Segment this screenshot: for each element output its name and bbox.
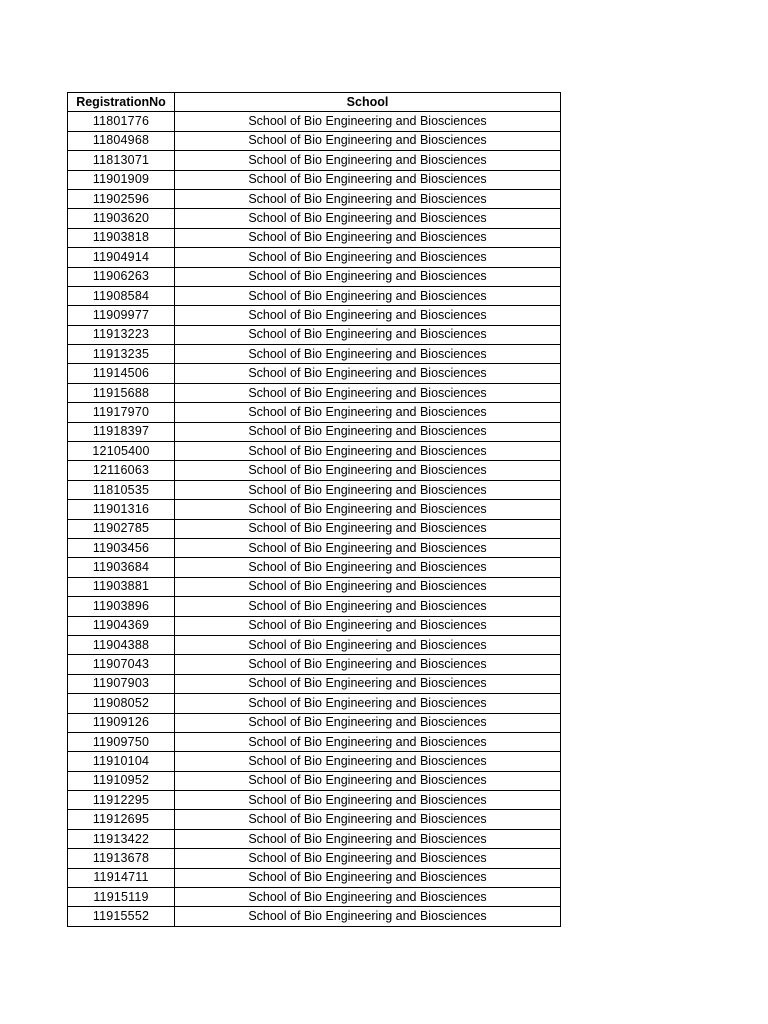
table-row: [68, 752, 561, 771]
school-cell: School of Bio Engineering and Biosciences: [175, 907, 561, 926]
registration-no-cell: 11909750: [68, 732, 175, 751]
table-row: [68, 345, 561, 364]
registration-no-cell: 11902785: [68, 519, 175, 538]
table-body: [68, 112, 561, 926]
table-row: [68, 189, 561, 208]
school-cell: School of Bio Engineering and Biosciences: [175, 810, 561, 829]
school-cell: School of Bio Engineering and Biosciences: [175, 442, 561, 461]
school-cell: School of Bio Engineering and Biosciences: [175, 771, 561, 790]
table-row: [68, 674, 561, 693]
registration-no-cell: 11913223: [68, 325, 175, 344]
registration-no-cell: 11913235: [68, 345, 175, 364]
registration-no-cell: 11901909: [68, 170, 175, 189]
registration-no-cell: 11915552: [68, 907, 175, 926]
table-row: [68, 112, 561, 131]
registration-no-cell: 11903881: [68, 577, 175, 596]
table-row: [68, 577, 561, 596]
school-cell: School of Bio Engineering and Biosciences: [175, 345, 561, 364]
school-cell: School of Bio Engineering and Biosciences: [175, 791, 561, 810]
registration-no-cell: 11912695: [68, 810, 175, 829]
school-cell: School of Bio Engineering and Biosciences: [175, 868, 561, 887]
registration-no-cell: 11901316: [68, 500, 175, 519]
table-row: [68, 771, 561, 790]
table-row: [68, 286, 561, 305]
table-row: [68, 655, 561, 674]
school-cell: School of Bio Engineering and Biosciences: [175, 112, 561, 131]
school-cell: School of Bio Engineering and Biosciences: [175, 597, 561, 616]
registration-no-cell: 11908584: [68, 286, 175, 305]
school-cell: School of Bio Engineering and Biosciences: [175, 888, 561, 907]
registration-no-cell: 11804968: [68, 131, 175, 150]
table-row: [68, 849, 561, 868]
school-cell: School of Bio Engineering and Biosciences: [175, 364, 561, 383]
registration-no-cell: 11903620: [68, 209, 175, 228]
school-cell: School of Bio Engineering and Biosciences: [175, 461, 561, 480]
table-row: [68, 519, 561, 538]
school-cell: School of Bio Engineering and Biosciences: [175, 209, 561, 228]
table-row: [68, 403, 561, 422]
registration-no-cell: 11915688: [68, 383, 175, 402]
school-cell: School of Bio Engineering and Biosciences: [175, 538, 561, 557]
registration-no-cell: 11810535: [68, 480, 175, 499]
table-row: [68, 248, 561, 267]
registration-no-cell: 11914506: [68, 364, 175, 383]
registration-no-cell: 11910952: [68, 771, 175, 790]
table-row: [68, 500, 561, 519]
registration-no-cell: 12105400: [68, 442, 175, 461]
table-row: [68, 209, 561, 228]
school-cell: School of Bio Engineering and Biosciences: [175, 713, 561, 732]
registration-no-cell: 11913422: [68, 829, 175, 848]
school-cell: School of Bio Engineering and Biosciences: [175, 655, 561, 674]
table-row: [68, 364, 561, 383]
table-row: [68, 461, 561, 480]
registration-no-cell: 11918397: [68, 422, 175, 441]
school-cell: School of Bio Engineering and Biosciences: [175, 616, 561, 635]
table-row: [68, 383, 561, 402]
school-cell: School of Bio Engineering and Biosciences: [175, 694, 561, 713]
table-row: [68, 151, 561, 170]
registration-no-cell: 11910104: [68, 752, 175, 771]
school-cell: School of Bio Engineering and Biosciences: [175, 306, 561, 325]
school-header: School: [175, 93, 561, 112]
registration-no-cell: 11902596: [68, 189, 175, 208]
table-row: [68, 713, 561, 732]
table-row: [68, 306, 561, 325]
school-cell: School of Bio Engineering and Biosciences: [175, 131, 561, 150]
table-row: [68, 791, 561, 810]
table-row: [68, 616, 561, 635]
school-cell: School of Bio Engineering and Biosciences: [175, 558, 561, 577]
registration-no-cell: 11908052: [68, 694, 175, 713]
header-row: [68, 93, 561, 112]
table-row: [68, 558, 561, 577]
registration-no-header: RegistrationNo: [68, 93, 175, 112]
school-cell: School of Bio Engineering and Biosciences: [175, 849, 561, 868]
school-cell: School of Bio Engineering and Biosciences: [175, 170, 561, 189]
table-row: [68, 694, 561, 713]
registration-no-cell: 11903684: [68, 558, 175, 577]
table-row: [68, 732, 561, 751]
registration-no-cell: 11906263: [68, 267, 175, 286]
registration-no-cell: 11904369: [68, 616, 175, 635]
registration-no-cell: 11907043: [68, 655, 175, 674]
school-cell: School of Bio Engineering and Biosciences: [175, 829, 561, 848]
school-cell: School of Bio Engineering and Biosciences: [175, 286, 561, 305]
school-cell: School of Bio Engineering and Biosciences: [175, 752, 561, 771]
school-cell: School of Bio Engineering and Biosciences: [175, 151, 561, 170]
registration-no-cell: 11801776: [68, 112, 175, 131]
school-cell: School of Bio Engineering and Biosciences: [175, 500, 561, 519]
school-cell: School of Bio Engineering and Biosciences: [175, 519, 561, 538]
school-cell: School of Bio Engineering and Biosciences: [175, 732, 561, 751]
school-cell: School of Bio Engineering and Biosciences: [175, 577, 561, 596]
registration-no-cell: 11903896: [68, 597, 175, 616]
table-row: [68, 538, 561, 557]
registration-no-cell: 11907903: [68, 674, 175, 693]
table-row: [68, 480, 561, 499]
registration-no-cell: 11909977: [68, 306, 175, 325]
table-row: [68, 442, 561, 461]
table-row: [68, 325, 561, 344]
school-cell: School of Bio Engineering and Biosciences: [175, 403, 561, 422]
table-row: [68, 170, 561, 189]
school-cell: School of Bio Engineering and Biosciences: [175, 480, 561, 499]
table-row: [68, 888, 561, 907]
registration-no-cell: 12116063: [68, 461, 175, 480]
school-cell: School of Bio Engineering and Biosciences: [175, 674, 561, 693]
table-header: [68, 93, 561, 112]
registration-no-cell: 11903818: [68, 228, 175, 247]
registration-no-cell: 11915119: [68, 888, 175, 907]
table-row: [68, 868, 561, 887]
table-row: [68, 907, 561, 926]
school-cell: School of Bio Engineering and Biosciences: [175, 325, 561, 344]
table-row: [68, 422, 561, 441]
registration-no-cell: 11904914: [68, 248, 175, 267]
school-cell: School of Bio Engineering and Biosciences: [175, 189, 561, 208]
school-cell: School of Bio Engineering and Biosciences: [175, 228, 561, 247]
table-row: [68, 635, 561, 654]
registration-no-cell: 11813071: [68, 151, 175, 170]
registration-no-cell: 11917970: [68, 403, 175, 422]
table-row: [68, 829, 561, 848]
registration-table: [67, 92, 561, 927]
table-row: [68, 267, 561, 286]
registration-no-cell: 11904388: [68, 635, 175, 654]
table-row: [68, 131, 561, 150]
table-row: [68, 597, 561, 616]
registration-no-cell: 11909126: [68, 713, 175, 732]
registration-no-cell: 11913678: [68, 849, 175, 868]
school-cell: School of Bio Engineering and Biosciences: [175, 267, 561, 286]
school-cell: School of Bio Engineering and Biosciences: [175, 635, 561, 654]
school-cell: School of Bio Engineering and Biosciences: [175, 383, 561, 402]
registration-no-cell: 11903456: [68, 538, 175, 557]
registration-no-cell: 11914711: [68, 868, 175, 887]
document-page: [67, 92, 560, 927]
school-cell: School of Bio Engineering and Biosciences: [175, 422, 561, 441]
registration-no-cell: 11912295: [68, 791, 175, 810]
school-cell: School of Bio Engineering and Biosciences: [175, 248, 561, 267]
table-row: [68, 810, 561, 829]
table-row: [68, 228, 561, 247]
